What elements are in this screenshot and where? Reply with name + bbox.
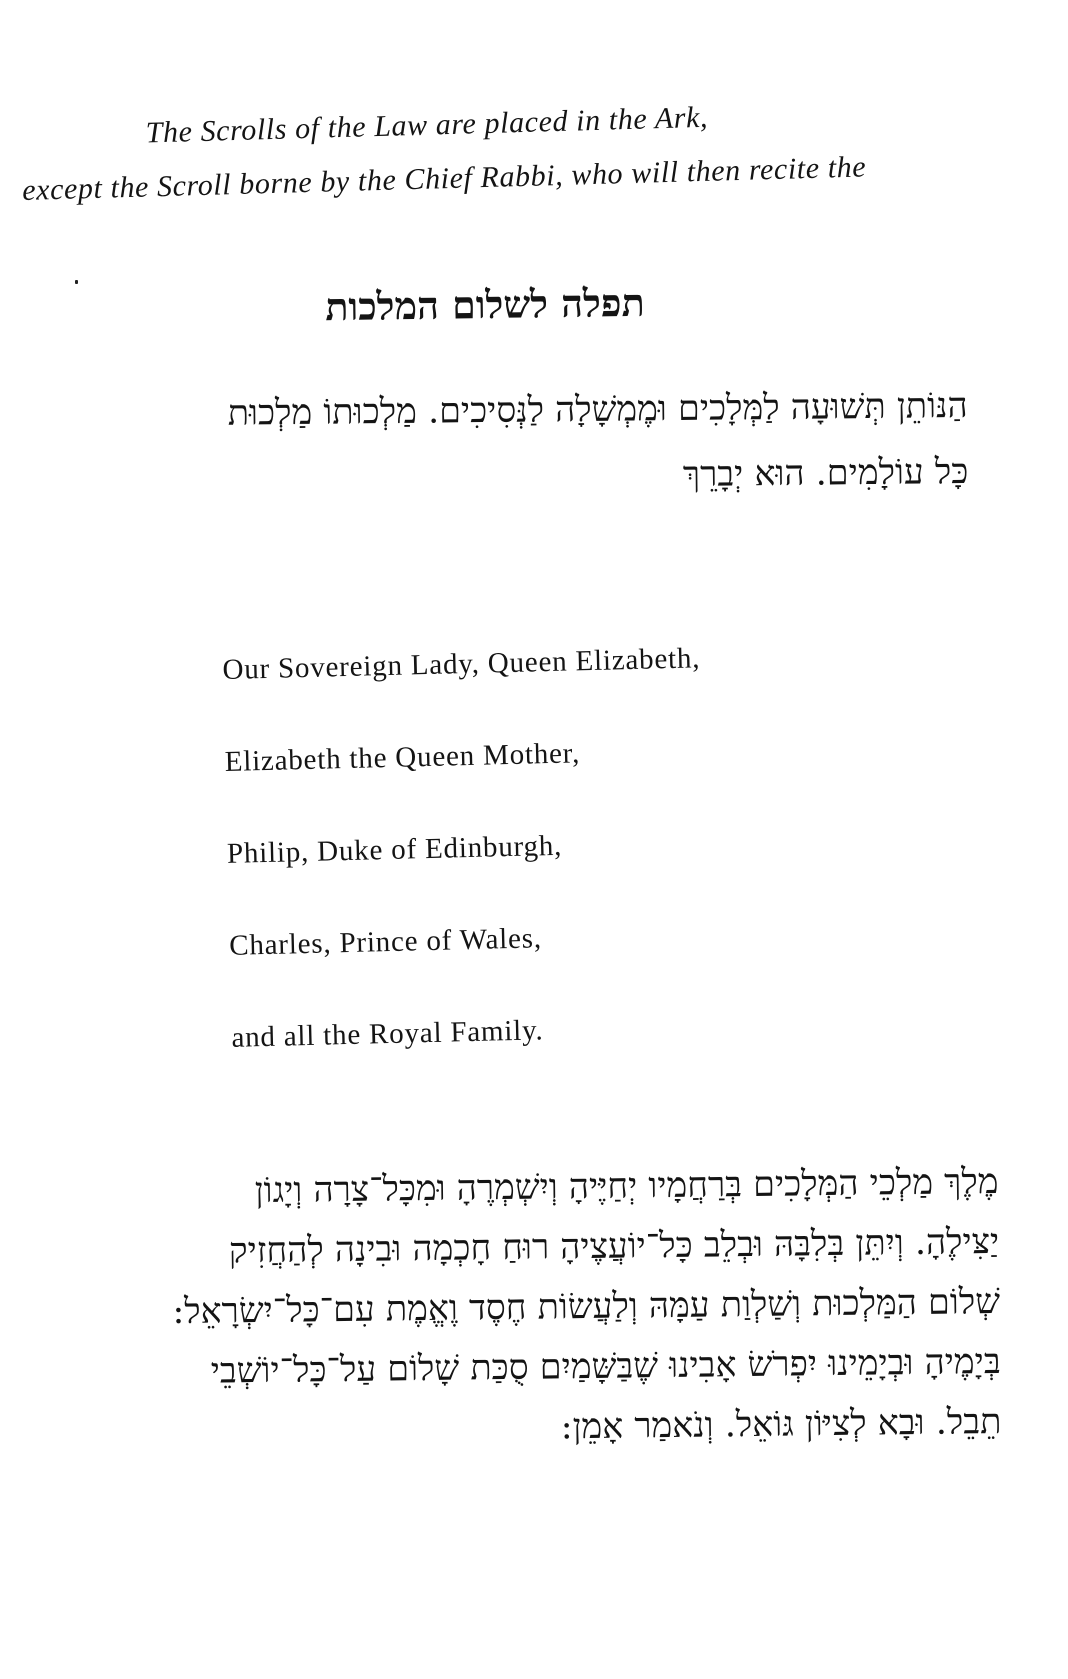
hebrew-line: תֵבֵל. וּבָא לְצִיּוֹן גּוֹאֵל. וְנֹאמַר אָמֵן: — [560, 1401, 1002, 1448]
opening-blessing — [7, 373, 968, 515]
royal-name: and all the Royal Family. — [231, 1014, 544, 1054]
rubric-instruction — [20, 83, 983, 218]
print-speck — [75, 280, 78, 284]
hebrew-line: בְּיָמֶיהָ וּבְיָמֵינוּ יִפְרֹשׂ אָבִינוּ שֶׁבַּשָּׁמַיִם סֻכַּת שָׁלוֹם עַל־כָּל־יוֹשְׁבֵי — [210, 1341, 1001, 1392]
hebrew-line: הַנּוֹתֵן תְּשׁוּעָה לַמְּלָכִים וּמֶמְשָׁלָה לַנְּסִיכִים. מַלְכוּתוֹ מַלְכוּת — [227, 385, 968, 434]
royal-family-list — [222, 635, 853, 1110]
hebrew-title: תפלה לשלום המלכות — [324, 279, 646, 330]
rubric-line: except the Scroll borne by the Chief Rabbi, who will then recite the — [21, 150, 867, 207]
royal-name: Elizabeth the Queen Mother, — [224, 737, 581, 778]
hebrew-line: מֶלֶךְ מַלְכֵי הַמְּלָכִים בְּרַחֲמָיו יְחַיֶּיהָ וְיִשְׁמְרֶהָ וּמִכָּל־צָרָה וְיָגוֹן — [254, 1161, 999, 1212]
royal-name: Our Sovereign Lady, Queen Elizabeth, — [222, 642, 701, 686]
hebrew-line: שְׁלוֹם הַמַּלְכוּת וְשַׁלְוַת עַמָּהּ וְלַעֲשׂוֹת חֶסֶד וֶאֱמֶת עִם־כָּל־יִשְׂרָאֵל: — [172, 1281, 1001, 1333]
royal-name: Charles, Prince of Wales, — [228, 922, 543, 962]
rubric-line: The Scrolls of the Law are placed in the Ark, — [145, 100, 709, 150]
royal-name: Philip, Duke of Edinburgh, — [226, 829, 563, 870]
closing-prayer — [8, 1152, 1002, 1464]
hebrew-line: כָּל עוֹלָמִים. הוּא יְבָרֵךְ — [682, 451, 969, 495]
hebrew-line: יַצִּילֶהָ. וְיִתֵּן בְּלִבָּהּ וּבְלֵב כָּל־יוֹעֲצֶיהָ רוּחַ חָכְמָה וּבִינָה לְהַחֲזִיק — [228, 1221, 1000, 1272]
